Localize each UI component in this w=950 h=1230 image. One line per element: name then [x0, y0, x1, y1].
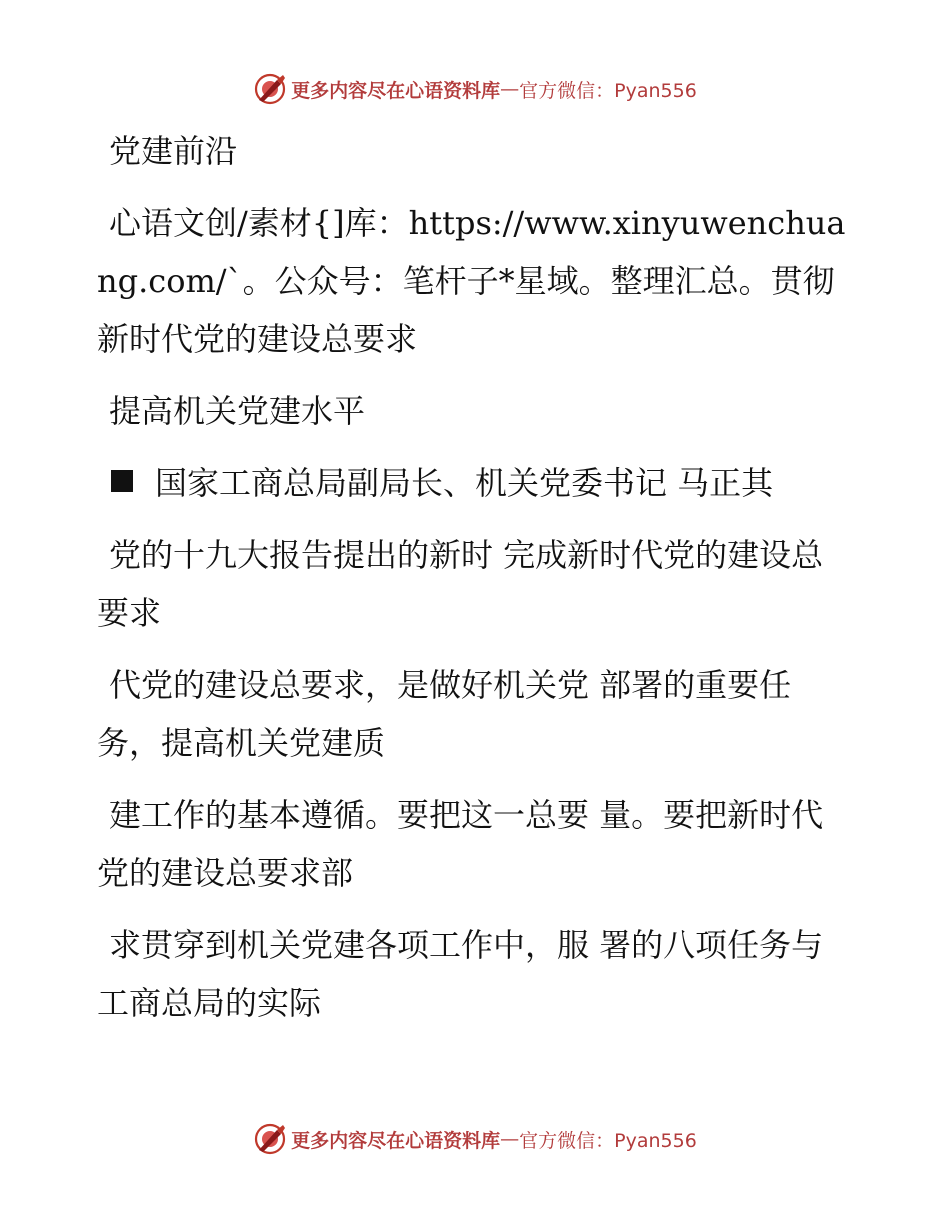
article-subtitle: 提高机关党建水平	[109, 392, 366, 430]
banner-wechat: 官方微信：Pyan556	[519, 79, 697, 102]
banner-separator: —	[500, 78, 520, 100]
source-paragraph: 心语文创/素材{]库：https://www.xinyuwenchuang.com/`。公众号：笔杆子*星域。整理汇总。贯彻新时代党的建设总要求	[97, 204, 846, 358]
header-banner	[0, 72, 950, 106]
pen-logo-icon	[253, 72, 287, 106]
footer-banner	[0, 1122, 950, 1156]
section-title: 党建前沿	[109, 132, 238, 170]
author-text: 国家工商总局副局长、机关党委书记 马正其	[155, 464, 774, 502]
document-body	[97, 122, 847, 1046]
body-paragraph: 代党的建设总要求，是做好机关党 部署的重要任务，提高机关党建质	[97, 666, 792, 762]
banner-separator: —	[500, 1128, 520, 1150]
banner-brand: 更多内容尽在心语资料库	[291, 1129, 501, 1152]
banner-brand: 更多内容尽在心语资料库	[291, 79, 501, 102]
square-bullet-icon	[111, 470, 133, 492]
banner-wechat: 官方微信：Pyan556	[519, 1129, 697, 1152]
body-paragraph: 求贯穿到机关党建各项工作中，服 署的八项任务与工商总局的实际	[97, 926, 824, 1022]
pen-logo-icon	[253, 1122, 287, 1156]
body-paragraph: 建工作的基本遵循。要把这一总要 量。要把新时代党的建设总要求部	[97, 796, 824, 892]
body-paragraph: 党的十九大报告提出的新时 完成新时代党的建设总要求	[97, 536, 824, 632]
author-line	[97, 454, 847, 512]
